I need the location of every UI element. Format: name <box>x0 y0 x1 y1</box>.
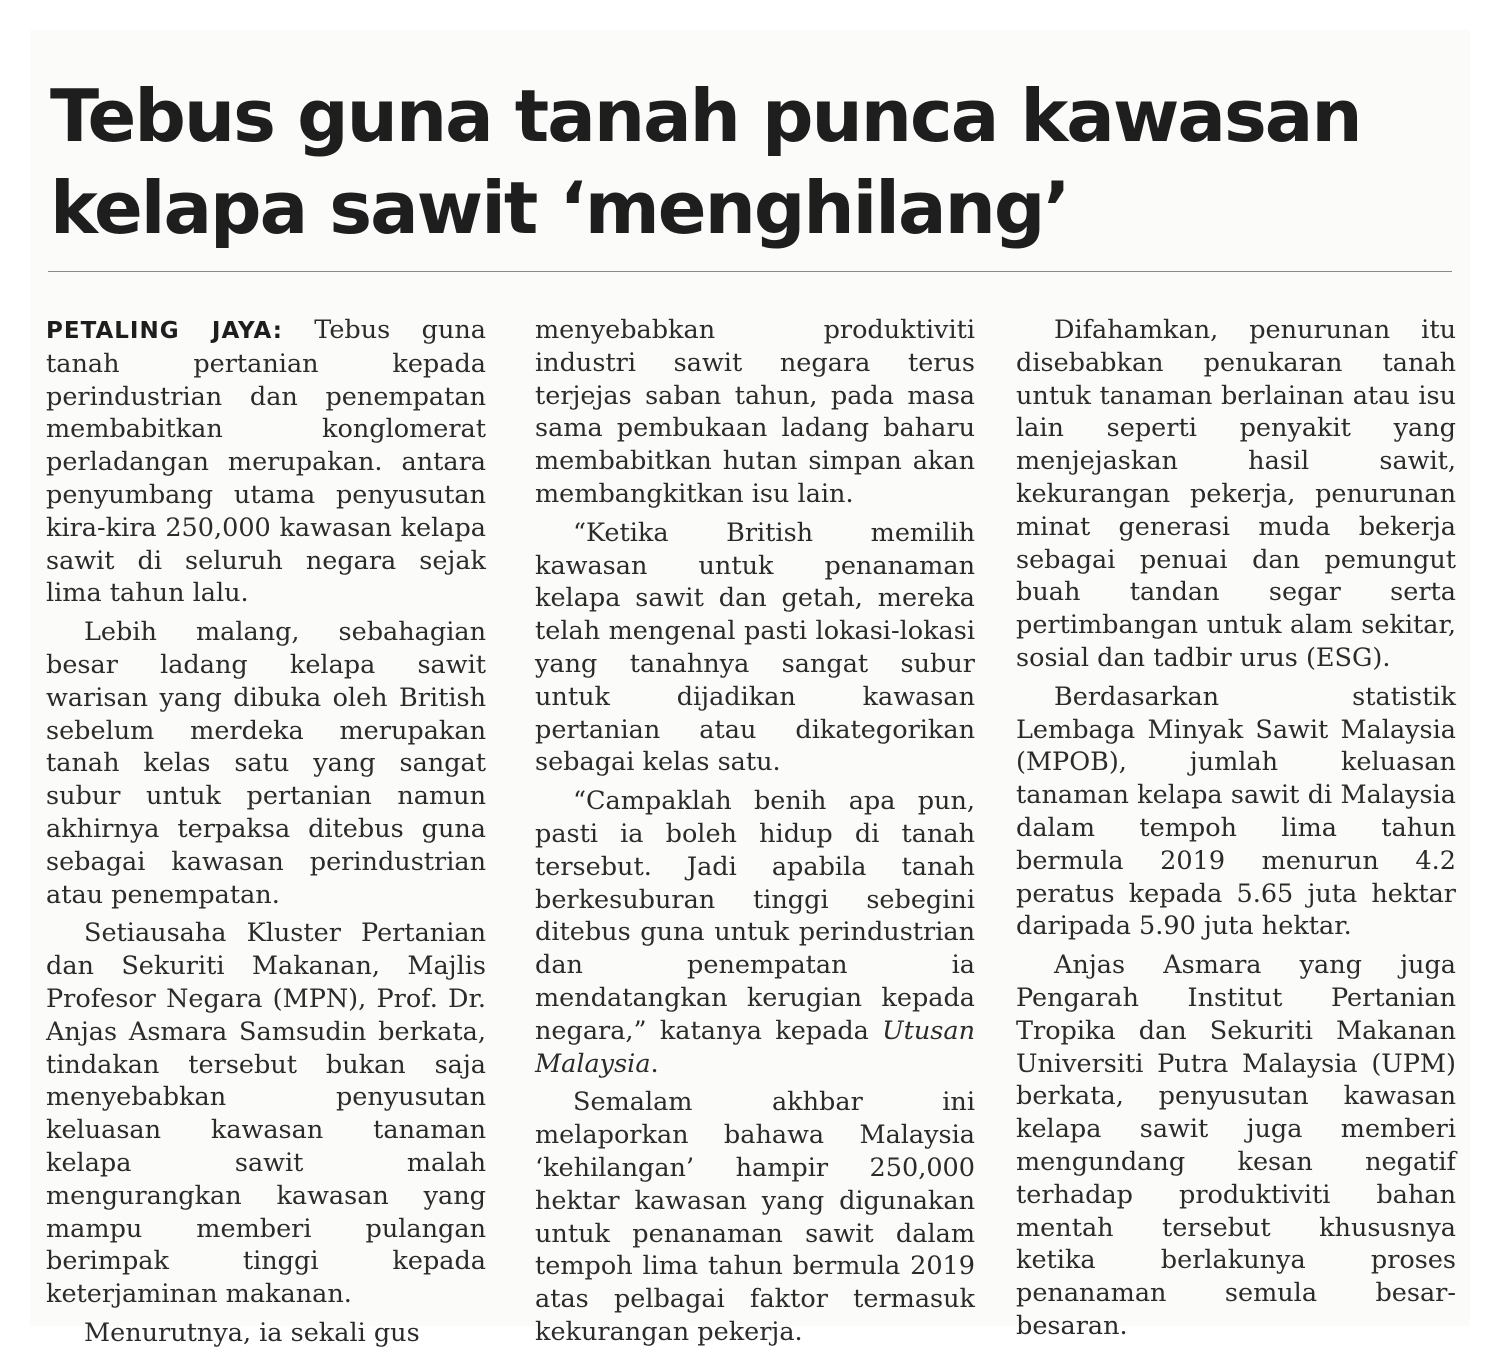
paragraph: “Ketika British memilih kawasan untuk penanaman kelapa sawit dan getah, mereka telah mengenal pasti lokasi-lokasi yang tanahnya sangat subur untuk dijadikan kawasan pertanian atau dikategorikan sebagai kelas satu. <box>535 517 975 778</box>
paragraph: Menurutnya, ia sekali gus <box>84 1317 420 1348</box>
article-column-3 <box>1016 314 1456 1349</box>
paragraph-text: “Campaklah benih apa pun, pasti ia boleh hidup di tanah tersebut. Jadi apabila tanah berkesuburan tinggi sebegini ditebus guna untuk perindustrian dan penempatan ia mendatangkan kerugian kepada negara,” katanya kepada <box>535 786 975 1046</box>
article-column-2 <box>535 314 975 1355</box>
paragraph <box>46 314 486 610</box>
headline-divider <box>48 271 1452 272</box>
paragraph: Setiausaha Kluster Pertanian dan Sekuriti Makanan, Majlis Profesor Negara (MPN), Prof. Dr. Anjas Asmara Samsudin berkata, tindakan tersebut bukan saja menyebabkan penyusutan keluasan kawasan tanaman kelapa sawit malah mengurangkan kawasan yang mampu memberi pulangan berimpak tinggi kepada keterjaminan makanan. <box>46 918 486 1310</box>
headline-line-1: Tebus guna tanah punca kawasan <box>50 74 1361 158</box>
paragraph: Difahamkan, penurunan itu disebabkan penukaran tanah untuk tanaman berlainan atau isu lain seperti penyakit yang menjejaskan hasil sawit, kekurangan pekerja, penurunan minat generasi muda bekerja sebagai penuai dan pemungut buah tandan segar serta pertimbangan untuk alam sekitar, sosial dan tadbir urus (ESG). <box>1016 315 1456 673</box>
paragraph: Lebih malang, sebahagian besar ladang kelapa sawit warisan yang dibuka oleh British sebelum merdeka merupakan tanah kelas satu yang sangat subur untuk pertanian namun akhirnya terpaksa ditebus guna sebagai kawasan perindustrian atau penempatan. <box>46 617 486 910</box>
paragraph: menyebabkan produktiviti industri sawit negara terus terjejas saban tahun, pada masa sama pembukaan ladang baharu membabitkan hutan simpan akan membangkitkan isu lain. <box>535 315 975 509</box>
paragraph: Berdasarkan statistik Lembaga Minyak Sawit Malaysia (MPOB), jumlah keluasan tanaman kelapa sawit di Malaysia dalam tempoh lima tahun bermula 2019 menurun 4.2 peratus kepada 5.65 juta hektar daripada 5.90 juta hektar. <box>1016 681 1456 942</box>
article-column-1 <box>46 314 486 1356</box>
paragraph-end: . <box>650 1048 659 1079</box>
paragraph-text: Tebus guna tanah pertanian kepada perindustrian dan penempatan membabitkan konglomerat perladangan merupakan. antara penyumbang utama penyusutan kira-kira 250,000 kawasan kelapa sawit di seluruh negara sejak lima tahun lalu. <box>46 315 486 609</box>
paragraph: Semalam akhbar ini melaporkan bahawa Malaysia ‘kehilangan’ hampir 250,000 hektar kawasan yang digunakan untuk penanaman sawit dalam tempoh lima tahun bermula 2019 atas pelbagai faktor termasuk kekurangan pekerja. <box>535 1087 975 1347</box>
headline-line-2: kelapa sawit ‘menghilang’ <box>50 166 1069 250</box>
headline <box>50 70 1450 254</box>
newspaper-clipping <box>30 30 1470 1348</box>
dateline: PETALING JAYA: <box>46 318 283 344</box>
publication-name: Utusan Malaysia <box>535 1015 975 1079</box>
paragraph <box>535 785 975 1080</box>
paragraph: Anjas Asmara yang juga Pengarah Institut Pertanian Tropika dan Sekuriti Makanan Universiti Putra Malaysia (UPM) berkata, penyusutan kawasan kelapa sawit juga memberi mengundang kesan negatif terhadap produktiviti bahan mentah tersebut khususnya ketika berlakunya proses penanaman semula besar-besaran. <box>1016 950 1456 1341</box>
